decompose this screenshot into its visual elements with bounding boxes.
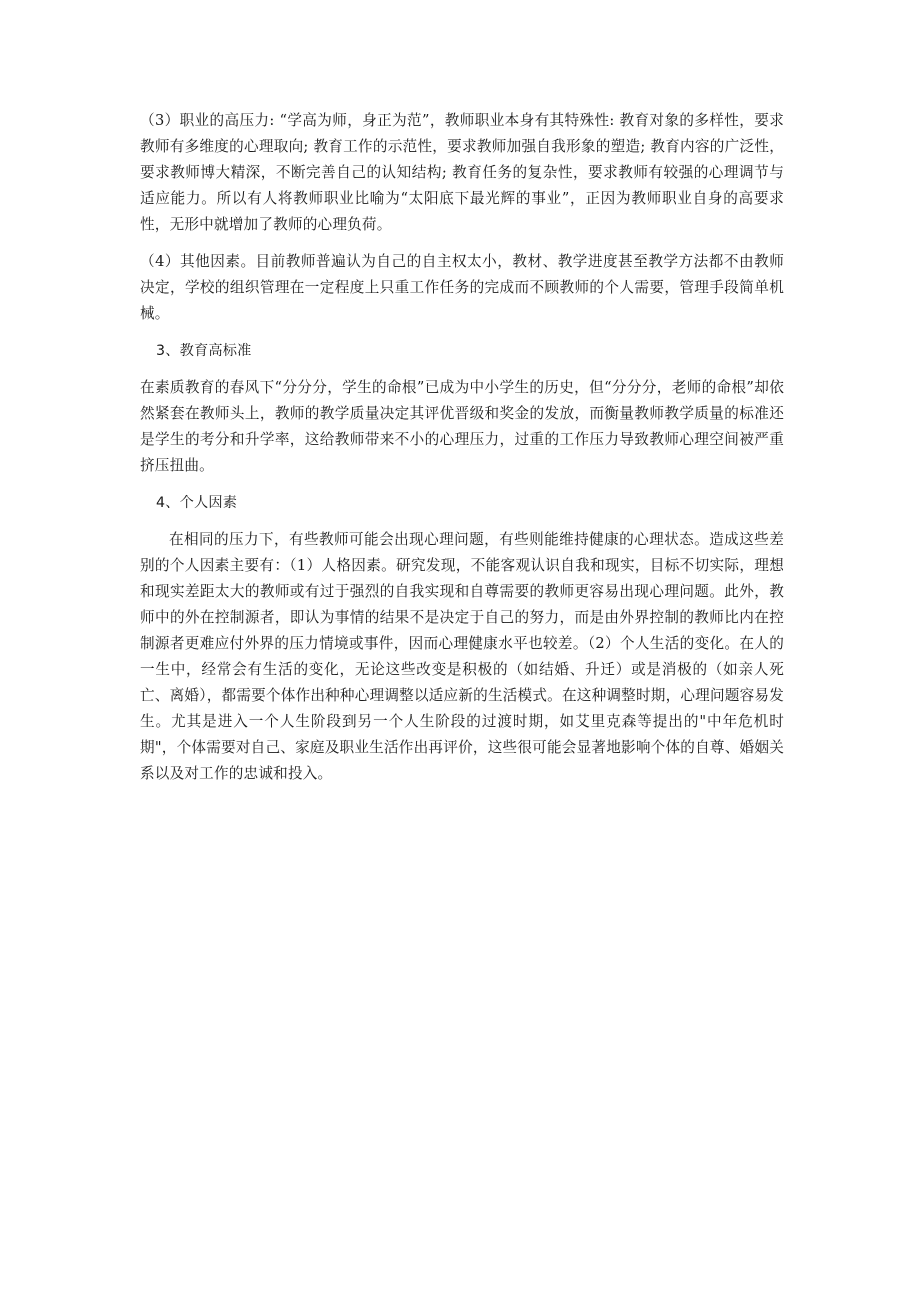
section-heading-personal-factors: 4、个人因素: [156, 495, 238, 511]
paragraph-occupational-pressure: （3）职业的高压力: “学高为师，身正为范”，教师职业本身有其特殊性: 教育对象的多样性，要求教师有多维度的心理取向; 教育工作的示范性，要求教师加强自我形象的塑造; 教育内容的广泛性，要求教师博大精深，不断完善自己的认知结构; 教育任务的复杂性，要求教师有较强的心理调节与适应能力。所以有人将教师职业比喻为“太阳底下最光辉的事业”，正因为教师职业自身的高要求性，无形中就增加了教师的心理负荷。: [140, 112, 784, 233]
paragraph-education-standard: 在素质教育的春风下“分分分，学生的命根”已成为中小学生的历史，但“分分分，老师的命根”却依然紧套在教师头上，教师的教学质量决定其评优晋级和奖金的发放，而衡量教师教学质量的标准还是学生的考分和升学率，这给教师带来不小的心理压力，过重的工作压力导致教师心理空间被严重挤压扭曲。: [140, 379, 784, 474]
paragraph-other-factors: （4）其他因素。目前教师普遍认为自己的自主权太小，教材、教学进度甚至教学方法都不由教师决定，学校的组织管理在一定程度上只重工作任务的完成而不顾教师的个人需要，管理手段简单机械。: [140, 253, 784, 322]
document-page: [140, 108, 784, 798]
paragraph-personal-factors: 在相同的压力下，有些教师可能会出现心理问题，有些则能维持健康的心理状态。造成这些差别的个人因素主要有：（1）人格因素。研究发现，不能客观认识自我和现实，目标不切实际，理想和现实差距太大的教师或有过于强烈的自我实现和自尊需要的教师更容易出现心理问题。此外，教师中的外在控制源者，即认为事情的结果不是决定于自己的努力，而是由外界控制的教师比内在控制源者更难应付外界的压力情境或事件，因而心理健康水平也较差。（2）个人生活的变化。在人的一生中，经常会有生活的变化，无论这些改变是积极的（如结婚、升迁）或是消极的（如亲人死亡、离婚），都需要个体作出种种心理调整以适应新的生活模式。在这种调整时期，心理问题容易发生。尤其是进入一个人生阶段到另一个人生阶段的过渡时期，如艾里克森等提出的"中年危机时期"，个体需要对自己、家庭及职业生活作出再评价，这些很可能会显著地影响个体的自尊、婚姻关系以及对工作的忠诚和投入。: [140, 531, 784, 782]
section-heading-education-standard: 3、教育高标准: [156, 343, 252, 359]
